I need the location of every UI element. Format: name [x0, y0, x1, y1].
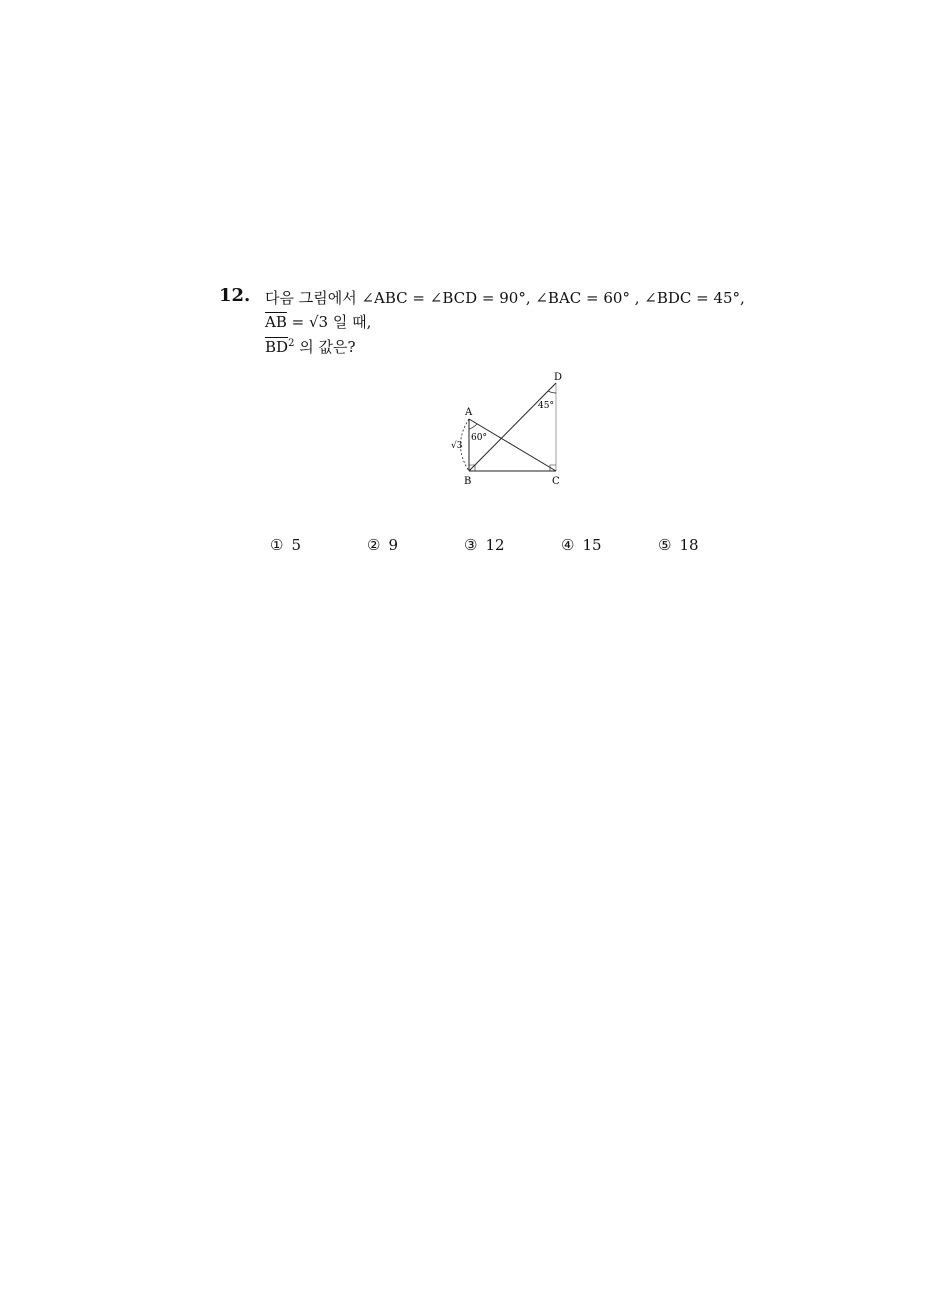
question-line-3-rest: 의 값은? [294, 338, 356, 356]
choice-value: 12 [485, 536, 505, 554]
choice-mark: ② [367, 536, 381, 554]
angle-mark-a [469, 424, 477, 429]
choice-value: 5 [291, 536, 301, 554]
geometry-figure [440, 365, 580, 490]
choice-mark: ③ [464, 536, 478, 554]
choice-4[interactable] [561, 536, 602, 554]
label-d: D [554, 372, 563, 383]
side-label-ab: √3 [451, 441, 463, 451]
angle-mark-d [548, 391, 556, 393]
label-a: A [465, 407, 473, 418]
choice-mark: ④ [561, 536, 575, 554]
choice-3[interactable] [464, 536, 505, 554]
angle-label-d: 45° [538, 401, 554, 411]
label-b: B [464, 476, 472, 487]
question-line-2-rest: = √3 일 때, [286, 313, 372, 331]
choice-2[interactable] [367, 536, 398, 554]
question-line-3 [265, 336, 356, 357]
question-line-2 [265, 311, 371, 332]
label-c: C [552, 476, 560, 487]
choice-mark: ① [270, 536, 284, 554]
question-number: 12. [219, 285, 251, 306]
segment-bd: $\overline{BD}$ [265, 338, 289, 356]
choice-mark: ⑤ [658, 536, 672, 554]
choice-value: 18 [679, 536, 699, 554]
exponent: 2 [288, 338, 295, 349]
question-line-1: 다음 그림에서 ∠ABC = ∠BCD = 90°, ∠BAC = 60° , ∠BDC = 45°, [265, 289, 745, 307]
choice-value: 15 [582, 536, 602, 554]
choice-5[interactable] [658, 536, 699, 554]
angle-label-a: 60° [471, 433, 487, 443]
choice-1[interactable] [270, 536, 301, 554]
choice-value: 9 [388, 536, 398, 554]
segment-ab: $\overline{AB}$ [265, 313, 287, 331]
